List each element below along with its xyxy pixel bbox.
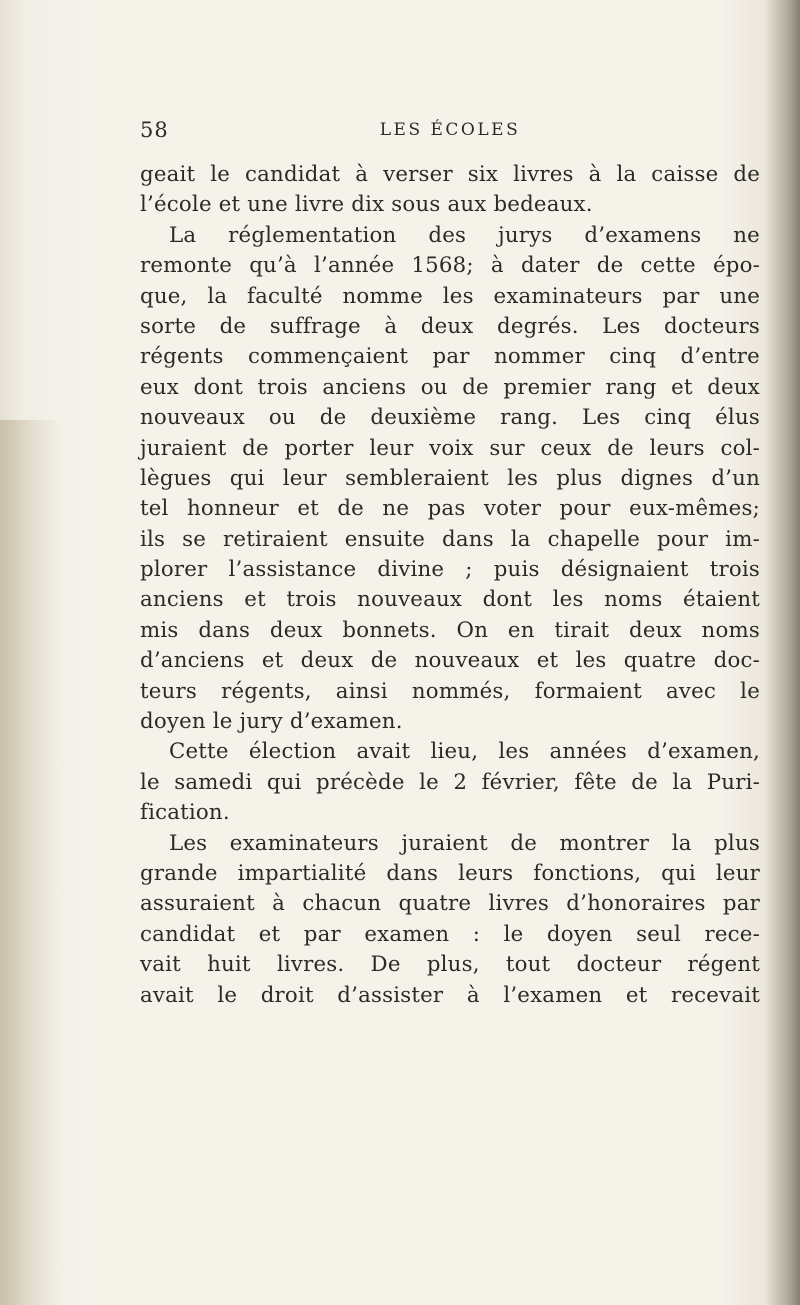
text-line: Cette élection avait lieu, les années d’examen, [169, 739, 760, 765]
text-line: juraient de porter leur voix sur ceux de leurs col- [140, 435, 760, 461]
page-number: 58 [140, 118, 169, 142]
text-line: grande impartialité dans leurs fonctions, qui leur [140, 860, 760, 886]
text-line: Les examinateurs juraient de montrer la plus [169, 830, 760, 856]
text-line: lègues qui leur sembleraient les plus dignes d’un [140, 465, 760, 491]
running-head: LES ÉCOLES [379, 120, 521, 140]
text-line: doyen le jury d’examen. [140, 709, 403, 735]
text-line: le samedi qui précède le 2 février, fête de la Puri- [140, 769, 760, 795]
text-line: fication. [140, 800, 230, 826]
text-line: remonte qu’à l’année 1568; à dater de cette épo- [140, 253, 760, 279]
text-line: régents commençaient par nommer cinq d’entre [140, 344, 760, 370]
text-line: vait huit livres. De plus, tout docteur régent [140, 952, 760, 978]
page-edge [766, 0, 800, 1305]
text-line: ils se retiraient ensuite dans la chapelle pour im- [140, 526, 760, 552]
text-line: geait le candidat à verser six livres à la caisse de [140, 162, 760, 187]
text-line: que, la faculté nomme les examinateurs par une [140, 283, 760, 309]
text-line: tel honneur et de ne pas voter pour eux-mêmes; [140, 496, 760, 522]
text-line: d’anciens et deux de nouveaux et les quatre doc- [140, 648, 760, 674]
text-line: mis dans deux bonnets. On en tirait deux noms [140, 617, 760, 643]
text-line: nouveaux ou de deuxième rang. Les cinq élus [140, 405, 760, 431]
page-header [140, 118, 760, 148]
body-text [140, 160, 760, 1011]
text-line: plorer l’assistance divine ; puis désignaient trois [140, 557, 760, 583]
text-line: l’école et une livre dix sous aux bedeaux. [140, 192, 593, 218]
text-line: anciens et trois nouveaux dont les noms étaient [140, 587, 760, 613]
text-line: sorte de suffrage à deux degrés. Les docteurs [140, 313, 760, 339]
text-line: candidat et par examen : le doyen seul rece- [140, 921, 760, 947]
binding-shadow [0, 420, 60, 1305]
text-line: assuraient à chacun quatre livres d’honoraires par [140, 891, 760, 917]
text-line: avait le droit d’assister à l’examen et recevait [140, 982, 760, 1008]
text-line: teurs régents, ainsi nommés, formaient avec le [140, 678, 760, 704]
text-line: La réglementation des jurys d’examens ne [169, 222, 760, 248]
text-line: eux dont trois anciens ou de premier rang et deux [140, 374, 760, 400]
